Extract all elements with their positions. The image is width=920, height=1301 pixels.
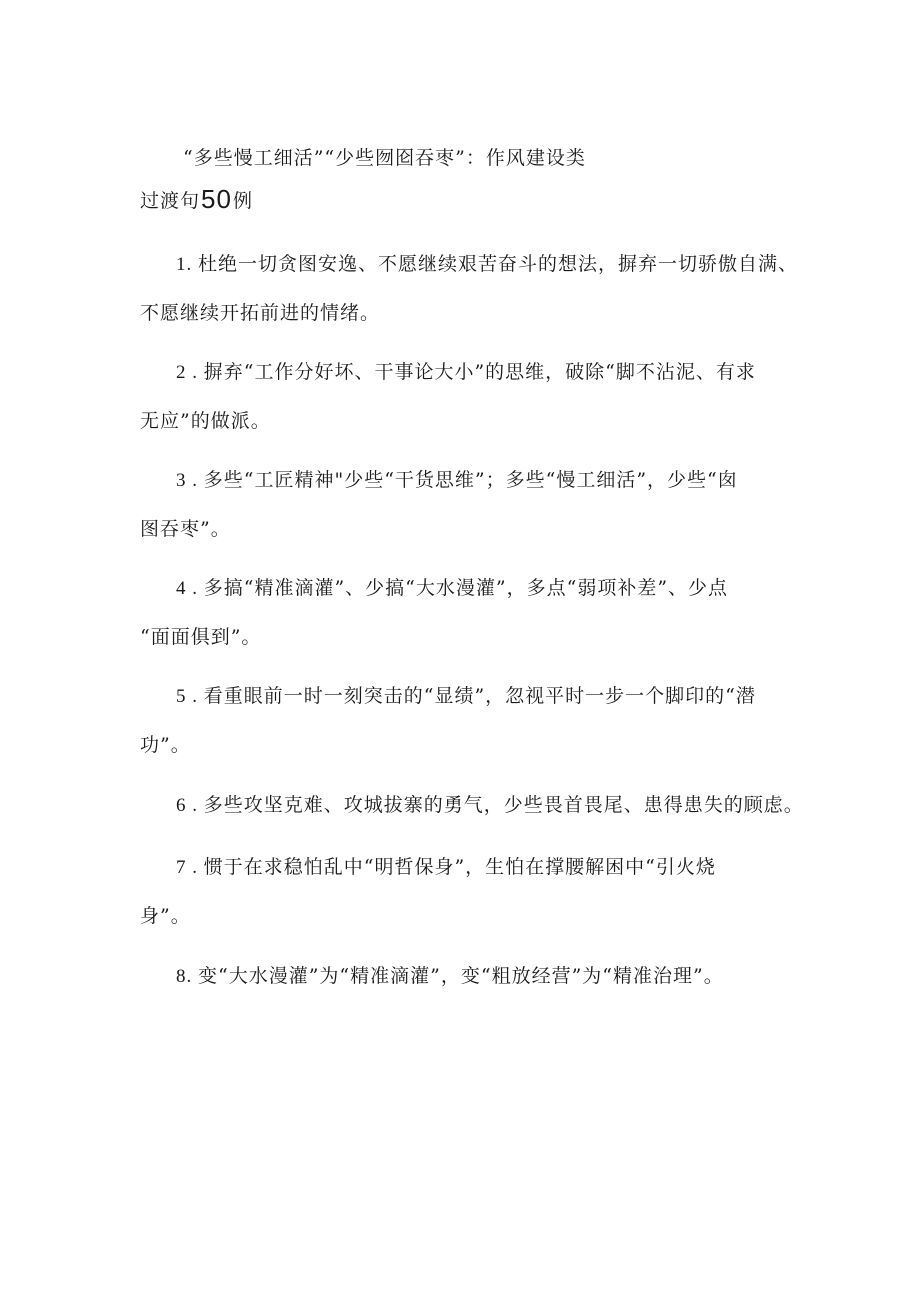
item-text-line2: 无应”的做派。 (140, 410, 271, 432)
item-number: 5 . (176, 686, 204, 707)
list-item-8 (140, 952, 800, 1001)
list-item-6 (140, 781, 804, 830)
item-text-line2: “面面俱到”。 (140, 626, 262, 648)
item-number: 6 . (176, 795, 204, 816)
subtitle-number: 50 (201, 184, 232, 214)
subtitle-prefix: 过渡句 (140, 190, 201, 212)
item-number: 1. (176, 254, 198, 275)
item-text-line2: 图吞枣”。 (140, 518, 231, 540)
item-text-line1: 惯于在求稳怕乱中“明哲保身”，生怕在撑腰解困中“引火烧 (203, 856, 716, 878)
item-text-line1: 杜绝一切贪图安逸、不愿继续艰苦奋斗的想法，摒弃一切骄傲自满、 (198, 253, 799, 275)
item-text-line2: 不愿继续开拓前进的情绪。 (140, 302, 381, 324)
subtitle-suffix: 例 (232, 190, 253, 212)
list-item-7 (140, 843, 800, 941)
list-item-5 (140, 672, 800, 770)
list-item-1 (140, 240, 800, 338)
item-number: 8. (176, 966, 198, 987)
item-number: 2 . (176, 362, 204, 383)
document-subtitle (140, 184, 253, 215)
item-text-line2: 身”。 (140, 905, 191, 927)
list-item-3 (140, 456, 800, 554)
item-text-line1: 看重眼前一时一刻突击的“显绩”，忽视平时一步一个脚印的“潜 (203, 685, 756, 707)
item-text-line1: 变“大水漫灌”为“精准滴灌”，变“粗放经营”为“精准治理”。 (198, 965, 724, 987)
item-number: 7 . (176, 857, 204, 878)
item-text-line1: 多些攻坚克难、攻城拔寨的勇气，少些畏首畏尾、患得患失的顾虑。 (203, 794, 804, 816)
item-text-line2: 功”。 (140, 734, 191, 756)
item-number: 4 . (176, 578, 204, 599)
item-text-line1: 多搞“精准滴灌”、少搞“大水漫灌”，多点“弱项补差”、少点 (203, 577, 729, 599)
list-item-4 (140, 564, 800, 662)
item-number: 3 . (176, 470, 204, 491)
item-text-line1: 摒弃“工作分好坏、干事论大小”的思维，破除“脚不沾泥、有求 (203, 361, 756, 383)
document-title: “多些慢工细活”“少些囫囵吞枣”：作风建设类 (183, 147, 586, 169)
item-text-line1: 多些“工匠精神"少些“干货思维”；多些“慢工细活”，少些“囱 (203, 469, 738, 491)
list-item-2 (140, 348, 800, 446)
